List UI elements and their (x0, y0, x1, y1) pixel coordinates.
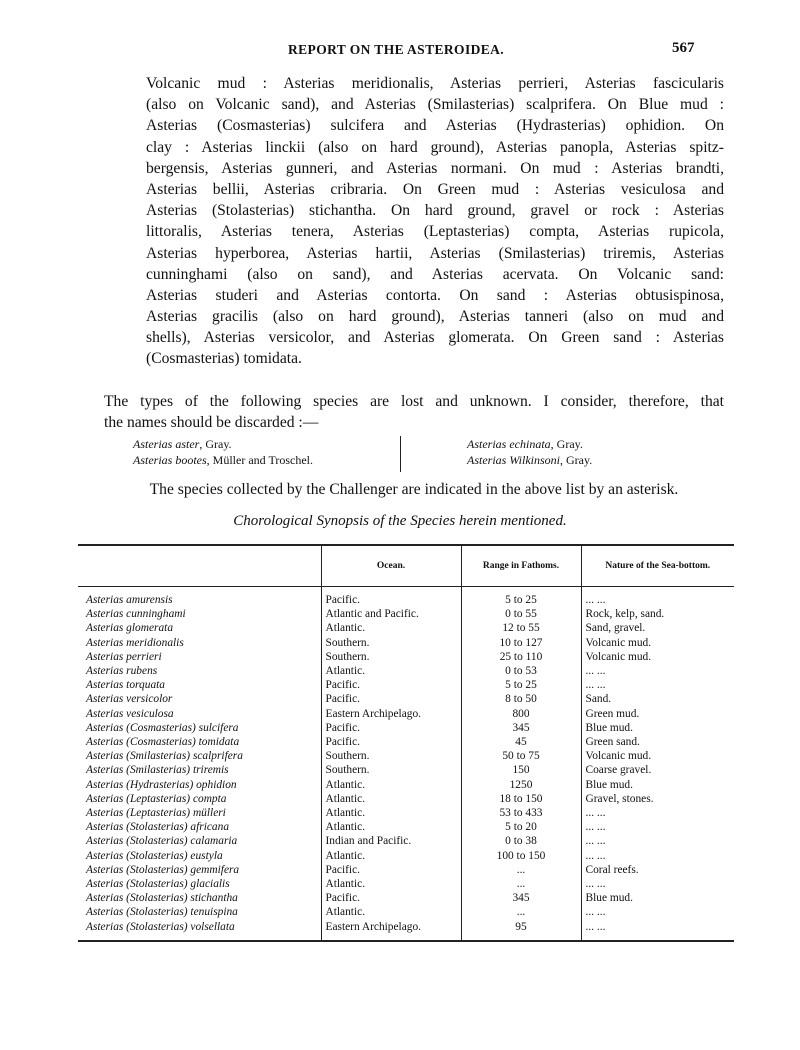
species-cell: Asterias amurensis (86, 594, 173, 606)
ocean-cell: Pacific. (321, 721, 461, 735)
paragraph-line: bergensis, Asterias gunneri, and Asterias normani. On mud : Asterias brandti, (146, 159, 724, 177)
ocean-cell: Atlantic. (321, 877, 461, 891)
species-cell: Asterias (Stolasterias) africana (86, 821, 230, 834)
species-cell: Asterias (Smilasterias) scalprifera (86, 750, 243, 763)
table-row (78, 792, 734, 806)
table-row (78, 863, 734, 877)
table-row (78, 692, 734, 706)
range-cell: 5 to 25 (461, 678, 581, 692)
species-cell: Asterias (Leptasterias) mülleri (86, 807, 226, 820)
lost-types-line: The types of the following species are lost and unknown. I consider, therefore, that (104, 393, 724, 410)
bottom-cell: Green sand. (581, 735, 734, 749)
species-cell: Asterias rubens (86, 665, 158, 678)
range-cell: 150 (461, 763, 581, 777)
table-row (78, 749, 734, 763)
ocean-cell: Southern. (321, 749, 461, 763)
species-cell: Asterias torquata (86, 679, 165, 692)
bottom-cell: ... ... (581, 678, 734, 692)
table-row (78, 721, 734, 735)
ocean-cell: Pacific. (321, 678, 461, 692)
ocean-cell: Indian and Pacific. (321, 834, 461, 848)
species-cell: Asterias (Stolasterias) stichantha (86, 892, 238, 905)
range-cell: 45 (461, 735, 581, 749)
paragraph-line: Asterias hyperborea, Asterias hartii, Asterias (Smilasterias) triremis, Asterias (146, 244, 724, 262)
range-column-header: Range in Fathoms. (461, 545, 581, 587)
ocean-cell: Southern. (321, 650, 461, 664)
table-header-row (78, 545, 734, 587)
paragraph-line: Asterias bellii, Asterias cribraria. On Green mud : Asterias vesiculosa and (146, 180, 724, 198)
species-author: , Gray. (199, 437, 232, 451)
species-cell: Asterias (Stolasterias) volsellata (86, 920, 235, 933)
list-divider (400, 436, 401, 472)
table-row (78, 806, 734, 820)
bottom-cell: ... ... (581, 664, 734, 678)
ocean-cell: Pacific. (321, 593, 461, 607)
range-cell: 5 to 25 (461, 593, 581, 607)
ocean-cell: Southern. (321, 763, 461, 777)
species-name: Asterias aster (133, 437, 200, 451)
table-row (78, 891, 734, 905)
species-author: , Gray. (560, 453, 593, 467)
ocean-cell: Pacific. (321, 863, 461, 877)
bottom-cell: Green mud. (581, 707, 734, 721)
chorological-table (78, 544, 734, 942)
paragraph-line: Asterias gracilis (also on hard ground), Asterias tanneri (also on mud and (146, 308, 724, 326)
range-cell: 345 (461, 891, 581, 905)
species-author: , Gray. (550, 437, 583, 451)
paragraph-line: Volcanic mud : Asterias meridionalis, Asterias perrieri, Asterias fascicularis (146, 75, 724, 92)
discarded-entry (133, 452, 313, 468)
range-cell: 12 to 55 (461, 621, 581, 635)
ocean-cell: Eastern Archipelago. (321, 707, 461, 721)
table-row (78, 607, 734, 621)
bottom-cell: Blue mud. (581, 891, 734, 905)
table-row (78, 763, 734, 777)
species-cell: Asterias glomerata (86, 622, 174, 635)
range-cell: ... (461, 863, 581, 877)
ocean-cell: Atlantic and Pacific. (321, 607, 461, 621)
discarded-list-left (133, 436, 313, 468)
table-row (78, 664, 734, 678)
table-row (78, 877, 734, 891)
species-cell: Asterias (Stolasterias) gemmifera (86, 863, 240, 876)
ocean-cell: Pacific. (321, 692, 461, 706)
range-cell: 1250 (461, 778, 581, 792)
species-cell: Asterias (Hydrasterias) ophidion (86, 778, 237, 791)
range-cell: 53 to 433 (461, 806, 581, 820)
table-row (78, 593, 734, 607)
discarded-entry (467, 436, 592, 452)
ocean-cell: Eastern Archipelago. (321, 920, 461, 934)
ocean-cell: Southern. (321, 636, 461, 650)
bottom-cell: Volcanic mud. (581, 749, 734, 763)
range-cell: 5 to 20 (461, 820, 581, 834)
discarded-entry (467, 452, 592, 468)
range-cell: 18 to 150 (461, 792, 581, 806)
paragraph-line: Asterias studeri and Asterias contorta. On sand : Asterias obtusispinosa, (146, 286, 724, 304)
range-cell: 8 to 50 (461, 692, 581, 706)
ocean-cell: Atlantic. (321, 778, 461, 792)
bottom-cell: Volcanic mud. (581, 636, 734, 650)
bottom-cell: ... ... (581, 905, 734, 919)
bottom-cell: Rock, kelp, sand. (581, 607, 734, 621)
bottom-cell: Volcanic mud. (581, 650, 734, 664)
range-cell: 800 (461, 707, 581, 721)
table-row (78, 820, 734, 834)
ocean-cell: Atlantic. (321, 905, 461, 919)
lost-types-line: the names should be discarded :— (104, 414, 319, 432)
bottom-cell: Blue mud. (581, 721, 734, 735)
species-cell: Asterias versicolor (86, 693, 173, 706)
species-cell: Asterias (Stolasterias) eustyla (86, 849, 223, 862)
habitat-paragraph (146, 73, 724, 370)
ocean-cell: Atlantic. (321, 792, 461, 806)
table-row (78, 650, 734, 664)
bottom-cell: ... ... (581, 806, 734, 820)
table-row (78, 707, 734, 721)
table-row (78, 849, 734, 863)
table-row (78, 678, 734, 692)
discarded-entry (133, 436, 313, 452)
challenger-note: The species collected by the Challenger are indicated in the above list by an asterisk. (149, 481, 679, 498)
species-name: Asterias echinata (467, 437, 551, 451)
range-cell: 0 to 53 (461, 664, 581, 678)
table-row (78, 636, 734, 650)
range-cell: 10 to 127 (461, 636, 581, 650)
species-cell: Asterias meridionalis (86, 636, 184, 649)
table-row (78, 905, 734, 919)
species-name: Asterias Wilkinsoni (467, 453, 560, 467)
bottom-cell: Sand, gravel. (581, 621, 734, 635)
bottom-cell: ... ... (581, 834, 734, 848)
bottom-cell: Sand. (581, 692, 734, 706)
ocean-cell: Atlantic. (321, 621, 461, 635)
paragraph-line: (Cosmasterias) tomidata. (146, 350, 302, 368)
paragraph-line: (also on Volcanic sand), and Asterias (Smilasterias) scalprifera. On Blue mud : (146, 96, 724, 114)
species-cell: Asterias (Leptasterias) compta (86, 792, 227, 805)
paragraph-line: littoralis, Asterias tenera, Asterias (Leptasterias) compta, Asterias rupicola, (146, 223, 724, 241)
range-cell: 95 (461, 920, 581, 934)
page-number: 567 (672, 40, 695, 56)
bottom-cell: Blue mud. (581, 778, 734, 792)
species-cell: Asterias (Cosmasterias) sulcifera (86, 721, 239, 734)
ocean-cell: Atlantic. (321, 849, 461, 863)
range-cell: 0 to 55 (461, 607, 581, 621)
paragraph-line: shells), Asterias versicolor, and Asterias glomerata. On Green sand : Asterias (146, 329, 724, 347)
table-caption: Chorological Synopsis of the Species herein mentioned. (233, 513, 567, 529)
range-cell: 100 to 150 (461, 849, 581, 863)
table-row (78, 778, 734, 792)
table-spacer (78, 934, 734, 941)
table-row (78, 621, 734, 635)
ocean-cell: Pacific. (321, 891, 461, 905)
species-cell: Asterias (Stolasterias) glacialis (86, 878, 230, 891)
species-cell: Asterias (Stolasterias) calamaria (86, 835, 238, 848)
bottom-cell: Gravel, stones. (581, 792, 734, 806)
species-cell: Asterias (Stolasterias) tenuispina (86, 906, 238, 919)
range-cell: ... (461, 877, 581, 891)
species-cell: Asterias vesiculosa (86, 707, 174, 720)
ocean-cell: Atlantic. (321, 806, 461, 820)
bottom-column-header: Nature of the Sea-bottom. (581, 545, 734, 587)
bottom-cell: ... ... (581, 593, 734, 607)
paragraph-line: Asterias (Stolasterias) stichantha. On hard ground, gravel or rock : Asterias (146, 202, 724, 220)
ocean-column-header: Ocean. (321, 545, 461, 587)
paragraph-line: cunninghami (also on sand), and Asterias acervata. On Volcanic sand: (146, 265, 724, 283)
paragraph-line: Asterias (Cosmasterias) sulcifera and Asterias (Hydrasterias) ophidion. On (146, 117, 724, 135)
ocean-cell: Atlantic. (321, 664, 461, 678)
range-cell: 50 to 75 (461, 749, 581, 763)
range-cell: 345 (461, 721, 581, 735)
bottom-cell: Coral reefs. (581, 863, 734, 877)
paragraph-line: clay : Asterias linckii (also on hard ground), Asterias panopla, Asterias spitz- (146, 138, 724, 156)
species-cell: Asterias (Smilasterias) triremis (86, 764, 229, 777)
species-author: , Müller and Troschel. (206, 453, 314, 467)
species-cell: Asterias (Cosmasterias) tomidata (86, 736, 240, 749)
lost-types-text (104, 391, 724, 433)
range-cell: ... (461, 905, 581, 919)
bottom-cell: ... ... (581, 849, 734, 863)
ocean-cell: Pacific. (321, 735, 461, 749)
table-row (78, 834, 734, 848)
bottom-cell: ... ... (581, 920, 734, 934)
range-cell: 25 to 110 (461, 650, 581, 664)
species-cell: Asterias perrieri (86, 650, 162, 663)
species-name: Asterias bootes (133, 453, 207, 467)
species-cell: Asterias cunninghami (86, 608, 186, 621)
discarded-list-right (467, 436, 592, 468)
ocean-cell: Atlantic. (321, 820, 461, 834)
bottom-cell: ... ... (581, 877, 734, 891)
running-header: REPORT ON THE ASTEROIDEA. (288, 42, 505, 57)
table-row (78, 920, 734, 934)
range-cell: 0 to 38 (461, 834, 581, 848)
table-body (78, 587, 734, 941)
bottom-cell: ... ... (581, 820, 734, 834)
bottom-cell: Coarse gravel. (581, 763, 734, 777)
table-row (78, 735, 734, 749)
species-column-header (78, 545, 321, 587)
